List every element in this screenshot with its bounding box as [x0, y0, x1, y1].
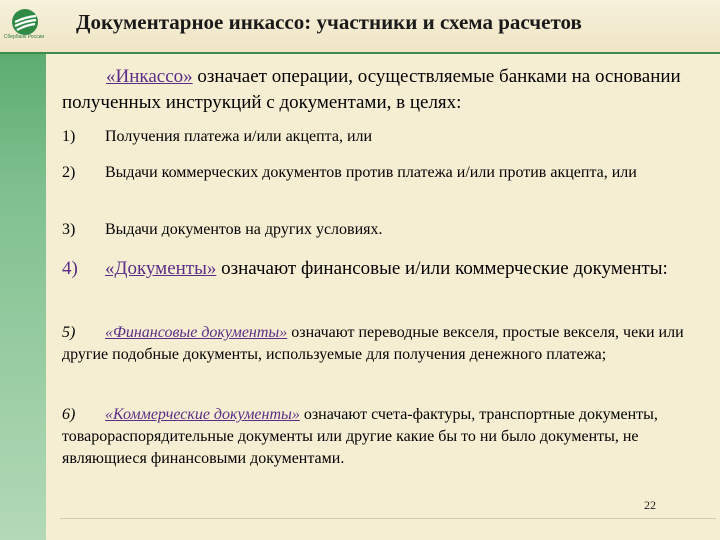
page-number: 22: [644, 498, 656, 512]
item-number: 3): [62, 221, 76, 238]
item-number: 4): [62, 258, 78, 279]
list-item-financial: [62, 322, 714, 366]
slide-header: [0, 0, 720, 54]
item-number: 1): [62, 128, 76, 145]
list-item: [62, 219, 714, 241]
item-text: Выдачи коммерческих документов против платежа и/или против акцепта, или: [105, 164, 637, 181]
item-text: Получения платежа и/или акцепта, или: [105, 128, 373, 145]
item-number: 5): [62, 324, 76, 341]
bottom-divider: [60, 518, 716, 519]
list-item-commercial: [62, 404, 714, 470]
item-text: означают счета-фактуры, транспортные документы, товарораспорядительные документы или другие какие бы то ни было документы, не являющиеся финансовыми документами.: [62, 406, 658, 467]
list-item-documents: [62, 256, 714, 282]
term-financial-documents: «Финансовые документы»: [105, 324, 288, 341]
left-decor-bar: [0, 0, 46, 540]
logo-text: Сбербанк России: [3, 34, 45, 40]
item-number: 6): [62, 406, 76, 423]
item-text: означают переводные векселя, простые векселя, чеки или другие подобные документы, используемые для получения денежного платежа;: [62, 324, 684, 363]
item-number: 2): [62, 164, 76, 181]
list-item: [62, 126, 714, 148]
intro-paragraph: [62, 64, 714, 116]
term-documents: «Документы»: [105, 258, 217, 279]
list-item: [62, 162, 714, 184]
item-text: Выдачи документов на других условиях.: [105, 221, 383, 238]
term-commercial-documents: «Коммерческие документы»: [105, 406, 300, 423]
slide-title: Документарное инкассо: участники и схема расчетов: [76, 10, 582, 34]
intro-text: означает операции, осуществляемые банками на основании полученных инструкций с документами, в целях:: [62, 66, 681, 113]
item-text: означают финансовые и/или коммерческие документы:: [216, 258, 668, 279]
term-incasso: «Инкассо»: [106, 66, 193, 87]
